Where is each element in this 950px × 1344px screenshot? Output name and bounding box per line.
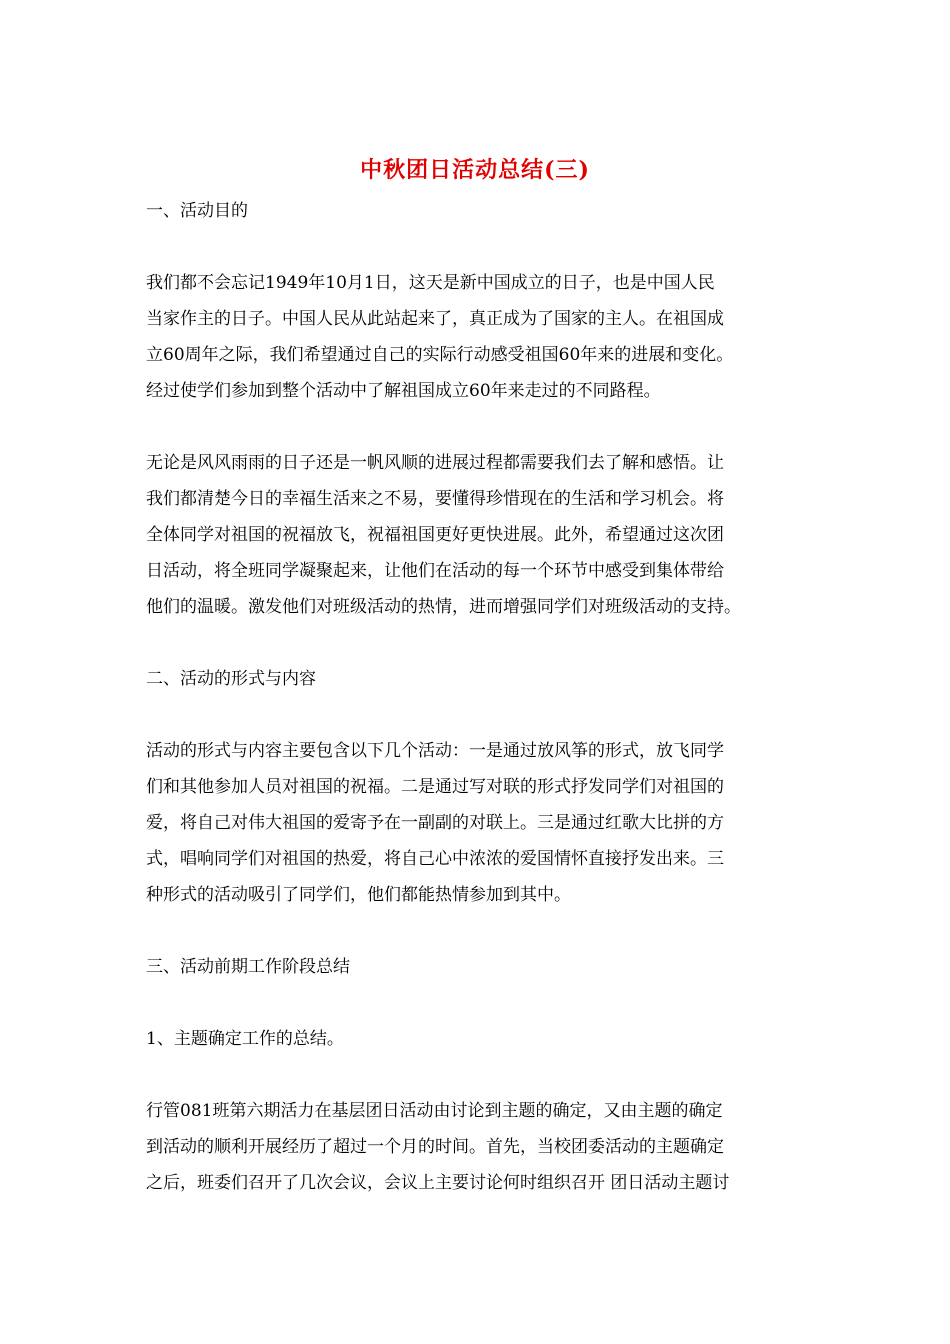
text-line: 他们的温暖。激发他们对班级活动的热情，进而增强同学们对班级活动的支持。 — [146, 597, 741, 617]
text-line: 全体同学对祖国的祝福放飞，祝福祖国更好更快进展。此外，希望通过这次团 — [146, 525, 724, 545]
blank-line — [146, 625, 810, 661]
text-line: 之后，班委们召开了几次会议，会议上主要讨论何时组织召开 团日活动主题讨 — [146, 1173, 730, 1193]
text-line: 我们都清楚今日的幸福生活来之不易，要懂得珍惜现在的生活和学习机会。将 — [146, 489, 724, 509]
text-line: 1、主题确定工作的总结。 — [146, 1029, 344, 1049]
blank-line — [146, 913, 810, 949]
text-line: 到活动的顺利开展经历了超过一个月的时间。首先，当校团委活动的主题确定 — [146, 1137, 724, 1157]
text-line: 式，唱响同学们对祖国的热爱，将自己心中浓浓的爱国情怀直接抒发出来。三 — [146, 849, 724, 869]
text-line: 无论是风风雨雨的日子还是一帆风顺的进展过程都需要我们去了解和感悟。让 — [146, 453, 724, 473]
document-title: 中秋团日活动总结(三) — [360, 157, 590, 183]
text-line: 我们都不会忘记1949年10月1日，这天是新中国成立的日子，也是中国人民 — [146, 273, 715, 293]
text-line: 一、活动目的 — [146, 201, 248, 221]
text-line: 立60周年之际，我们希望通过自己的实际行动感受祖国60年来的进展和变化。 — [146, 345, 734, 365]
text-line: 们和其他参加人员对祖国的祝福。二是通过写对联的形式抒发同学们对祖国的 — [146, 777, 724, 797]
text-line: 经过使学们参加到整个活动中了解祖国成立60年来走过的不同路程。 — [146, 381, 661, 401]
text-line: 三、活动前期工作阶段总结 — [146, 957, 350, 977]
blank-line — [146, 1057, 810, 1093]
blank-line — [146, 985, 810, 1021]
document-body — [146, 193, 810, 1201]
text-line: 种形式的活动吸引了同学们，他们都能热情参加到其中。 — [146, 885, 571, 905]
text-line: 当家作主的日子。中国人民从此站起来了，真正成为了国家的主人。在祖国成 — [146, 309, 724, 329]
text-line: 活动的形式与内容主要包含以下几个活动：一是通过放风筝的形式，放飞同学 — [146, 741, 724, 761]
blank-line — [146, 697, 810, 733]
text-line: 爱，将自己对伟大祖国的爱寄予在一副副的对联上。三是通过红歌大比拼的方 — [146, 813, 724, 833]
text-line: 行管081班第六期活力在基层团日活动由讨论到主题的确定，又由主题的确定 — [146, 1101, 723, 1121]
text-line: 日活动，将全班同学凝聚起来，让他们在活动的每一个环节中感受到集体带给 — [146, 561, 724, 581]
blank-line — [146, 229, 810, 265]
blank-line — [146, 409, 810, 445]
text-line: 二、活动的形式与内容 — [146, 669, 316, 689]
